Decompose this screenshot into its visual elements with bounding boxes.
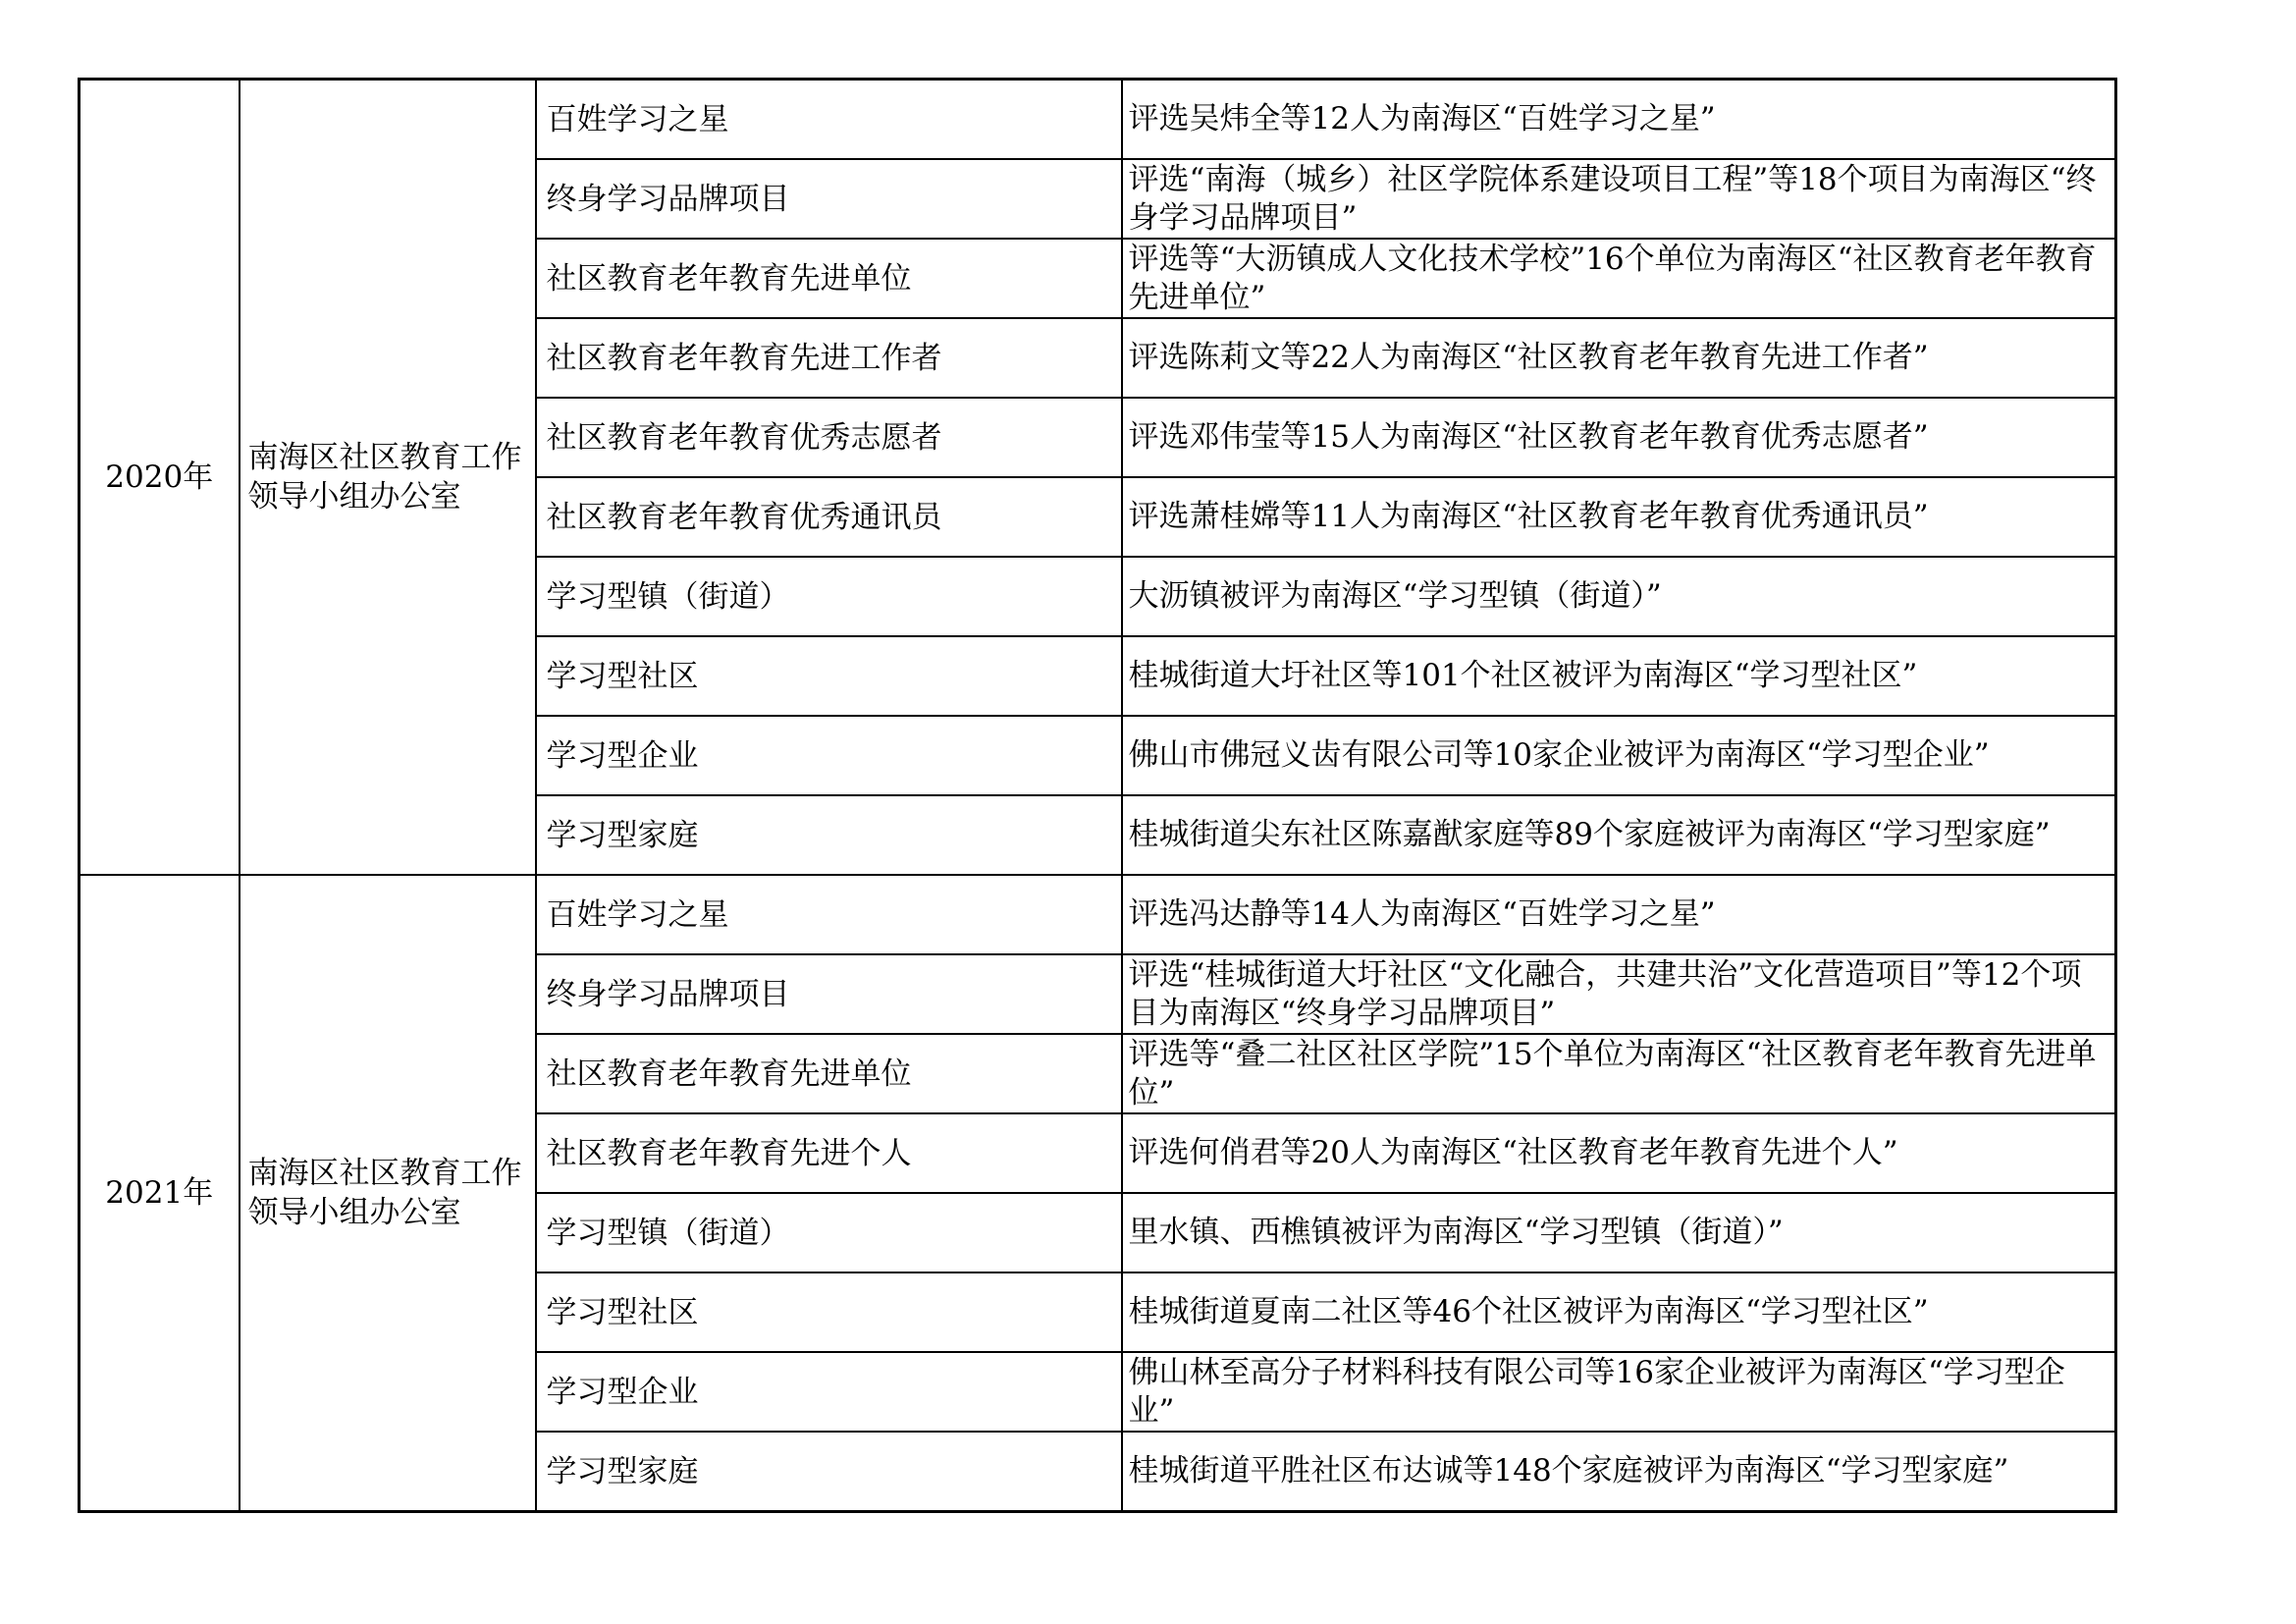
category-cell: 社区教育老年教育优秀通讯员: [536, 477, 1122, 557]
description-cell: 评选邓伟莹等15人为南海区“社区教育老年教育优秀志愿者”: [1122, 398, 2116, 477]
description-cell: 佛山市佛冠义齿有限公司等10家企业被评为南海区“学习型企业”: [1122, 716, 2116, 795]
description-cell: 评选萧桂嫦等11人为南海区“社区教育老年教育优秀通讯员”: [1122, 477, 2116, 557]
description-cell: 大沥镇被评为南海区“学习型镇（街道）”: [1122, 557, 2116, 636]
description-cell: 评选冯达静等14人为南海区“百姓学习之星”: [1122, 875, 2116, 954]
category-cell: 社区教育老年教育先进个人: [536, 1113, 1122, 1193]
year-cell: 2020年: [80, 80, 240, 876]
year-cell: 2021年: [80, 875, 240, 1512]
awards-table: [78, 78, 2117, 1513]
description-cell: 评选“南海（城乡）社区学院体系建设项目工程”等18个项目为南海区“终身学习品牌项目”: [1122, 159, 2116, 239]
description-cell: 桂城街道平胜社区布达诚等148个家庭被评为南海区“学习型家庭”: [1122, 1432, 2116, 1512]
category-cell: 终身学习品牌项目: [536, 954, 1122, 1034]
category-cell: 学习型家庭: [536, 1432, 1122, 1512]
description-cell: 评选等“大沥镇成人文化技术学校”16个单位为南海区“社区教育老年教育先进单位”: [1122, 239, 2116, 318]
description-cell: 桂城街道夏南二社区等46个社区被评为南海区“学习型社区”: [1122, 1272, 2116, 1352]
description-cell: 评选吴炜全等12人为南海区“百姓学习之星”: [1122, 80, 2116, 160]
table-row: [80, 875, 2116, 954]
category-cell: 终身学习品牌项目: [536, 159, 1122, 239]
description-cell: 桂城街道尖东社区陈嘉猷家庭等89个家庭被评为南海区“学习型家庭”: [1122, 795, 2116, 875]
category-cell: 学习型镇（街道）: [536, 557, 1122, 636]
category-cell: 学习型家庭: [536, 795, 1122, 875]
category-cell: 社区教育老年教育先进单位: [536, 1034, 1122, 1113]
description-cell: 佛山林至高分子材料科技有限公司等16家企业被评为南海区“学习型企业”: [1122, 1352, 2116, 1432]
category-cell: 百姓学习之星: [536, 80, 1122, 160]
description-cell: 评选陈莉文等22人为南海区“社区教育老年教育先进工作者”: [1122, 318, 2116, 398]
organizer-cell: 南海区社区教育工作领导小组办公室: [240, 875, 536, 1512]
description-cell: 评选“桂城街道大圩社区“文化融合，共建共治”文化营造项目”等12个项目为南海区“终身学习品牌项目”: [1122, 954, 2116, 1034]
organizer-cell: 南海区社区教育工作领导小组办公室: [240, 80, 536, 876]
awards-table-body: [80, 80, 2116, 1512]
category-cell: 学习型社区: [536, 1272, 1122, 1352]
category-cell: 社区教育老年教育先进单位: [536, 239, 1122, 318]
description-cell: 里水镇、西樵镇被评为南海区“学习型镇（街道）”: [1122, 1193, 2116, 1272]
description-cell: 评选等“叠二社区社区学院”15个单位为南海区“社区教育老年教育先进单位”: [1122, 1034, 2116, 1113]
category-cell: 学习型社区: [536, 636, 1122, 716]
description-cell: 评选何俏君等20人为南海区“社区教育老年教育先进个人”: [1122, 1113, 2116, 1193]
category-cell: 学习型企业: [536, 1352, 1122, 1432]
category-cell: 学习型镇（街道）: [536, 1193, 1122, 1272]
category-cell: 百姓学习之星: [536, 875, 1122, 954]
table-row: [80, 80, 2116, 160]
category-cell: 社区教育老年教育优秀志愿者: [536, 398, 1122, 477]
category-cell: 学习型企业: [536, 716, 1122, 795]
description-cell: 桂城街道大圩社区等101个社区被评为南海区“学习型社区”: [1122, 636, 2116, 716]
category-cell: 社区教育老年教育先进工作者: [536, 318, 1122, 398]
